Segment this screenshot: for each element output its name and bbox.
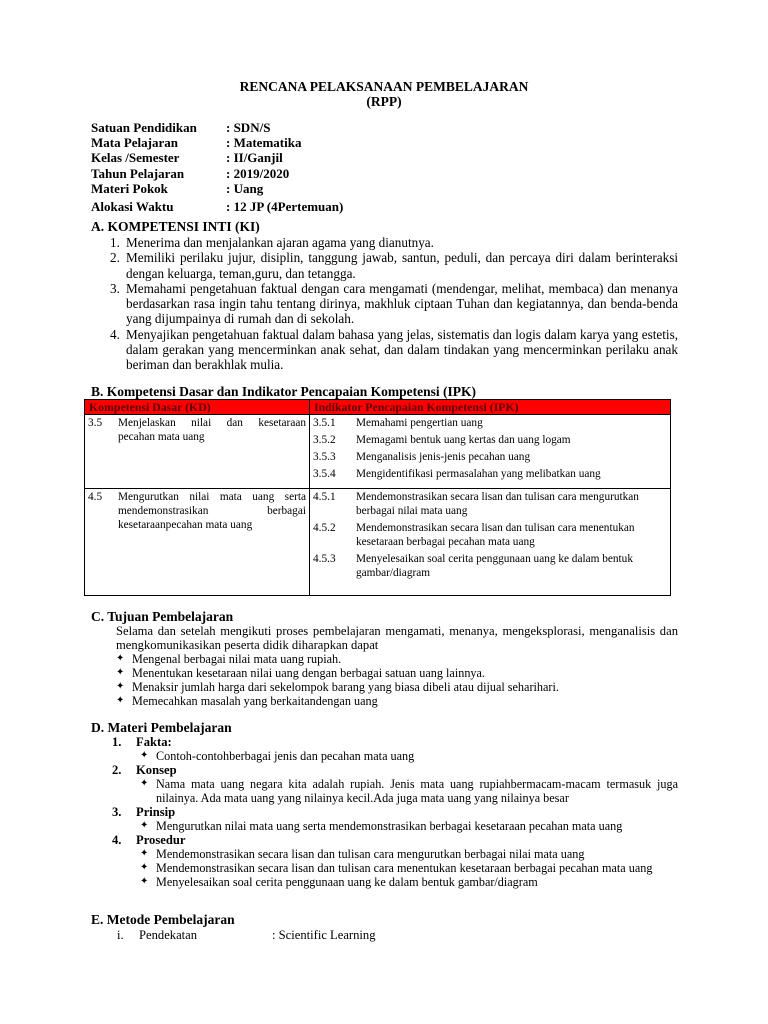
bullet-icon: ✦ [140,778,149,789]
list-item: 3. Memahami pengetahuan faktual dengan cara mengamati (mendengar, melihat, membaca) dan menanya berdasarkan rasa ingin tahu tentang dirinya, makhluk ciptaan Tuhan dan kegiatannya, dan benda-benda yang dijumpainya di rumah dan di sekolah. [110,280,678,327]
section-e-heading: E. Metode Pembelajaran [91,912,235,927]
list-item: ✦ Mendemonstrasikan secara lisan dan tulisan cara mengurutkan berbagai nilai mata uang [140,847,585,861]
list-item: ✦ Menaksir jumlah harga dari sekelompok barang yang biasa dibeli atau dijual seharihari. [116,680,559,694]
section-e-body [117,928,376,942]
bullet-icon: ✦ [116,667,125,678]
kd-cell: 4.5 Mengurutkan nilai mata uang serta mendemonstrasikan berbagai kesetaraanpecahan mata uang [88,491,306,531]
sub-heading: 4. Prosedur [112,833,186,847]
identity-row: Kelas /Semester : II/Ganjil [91,150,283,166]
section-c-intro: Selama dan setelah mengikuti proses pembelajaran mengamati, menanya, mengeksplorasi, menganalisis dan mengkomunikasikan peserta didik diharapkan dapat [116,624,678,652]
ipk-item: 3.5.4 Mengidentifikasi permasalahan yang melibatkan uang [313,468,601,480]
bullet-icon: ✦ [140,750,149,761]
list-item: 1. Menerima dan menjalankan ajaran agama yang dianutnya. [110,235,434,250]
list-item: 2. Memiliki perilaku jujur, disiplin, tanggung jawab, santun, peduli, dan percaya diri dalam berinteraksi dengan keluarga, teman,guru, dan tetangga. [110,250,678,281]
bullet-icon: ✦ [116,653,125,664]
section-d-body [112,735,678,889]
ipk-item: 3.5.3 Menganalisis jenis-jenis pecahan uang [313,451,531,463]
column-header-kd: Kompetensi Dasar (KD) [85,400,310,415]
list-item: ✦ Mendemonstrasikan secara lisan dan tulisan cara menentukan kesetaraan berbagai pecahan mata uang [140,861,653,875]
table-row [85,489,671,596]
sub-heading: 1. Fakta: [112,735,172,749]
ipk-item: 4.5.1 Mendemonstrasikan secara lisan dan tulisan cara mengurutkan berbagai nilai mata uang [313,491,639,517]
kd-cell: 3.5 Menjelaskan nilai dan kesetaraan pecahan mata uang [88,417,306,443]
table-row [85,415,671,489]
section-b-heading: B. Kompetensi Dasar dan Indikator Pencapaian Kompetensi (IPK) [91,384,477,399]
bullet-icon: ✦ [116,695,125,706]
list-item: ✦ Nama mata uang negara kita adalah rupiah. Jenis mata uang rupiahbermacam-macam termasuk juga nilainya. Ada mata uang yang nilainya kecil.Ada juga mata uang yang nilainya besar [140,777,678,805]
bullet-icon: ✦ [140,862,149,873]
ipk-item: 4.5.2 Mendemonstrasikan secara lisan dan tulisan cara menentukan kesetaraan berbagai pecahan mata uang [313,522,635,548]
document-title: RENCANA PELAKSANAAN PEMBELAJARAN [239,79,529,94]
bullet-icon: ✦ [140,876,149,887]
section-c-heading: C. Tujuan Pembelajaran [91,609,234,624]
identity-block [91,120,343,214]
list-item: ✦ Menyelesaikan soal cerita penggunaan uang ke dalam bentuk gambar/diagram [140,875,538,889]
sub-heading: 2. Konsep [112,763,177,777]
ipk-item: 3.5.2 Memagami bentuk uang kertas dan uang logam [313,434,571,446]
list-item: ✦ Mengurutkan nilai mata uang serta mendemonstrasikan berbagai kesetaraan pecahan mata uang [140,819,623,833]
bullet-icon: ✦ [140,848,149,859]
list-item: ✦ Mengenal berbagai nilai mata uang rupiah. [116,652,342,666]
list-item: ✦ Contoh-contohberbagai jenis dan pecahan mata uang [140,749,415,763]
identity-row: Tahun Pelajaran : 2019/2020 [91,165,290,181]
bullet-icon: ✦ [116,681,125,692]
sub-heading: 3. Prinsip [112,805,176,819]
bullet-icon: ✦ [140,820,149,831]
ipk-item: 4.5.3 Menyelesaikan soal cerita penggunaan uang ke dalam bentuk gambar/diagram [313,553,633,579]
kd-ipk-table [84,399,671,596]
section-a-heading: A. KOMPETENSI INTI (KI) [91,219,260,234]
list-item: i. Pendekatan : Scientific Learning [117,928,376,942]
document-subtitle: (RPP) [366,94,402,109]
identity-row: Alokasi Waktu : 12 JP (4Pertemuan) [91,199,344,215]
identity-row: Satuan Pendidikan : SDN/S [91,120,271,135]
list-item: ✦ Menentukan kesetaraan nilai uang dengan berbagai satuan uang lainnya. [116,666,485,680]
ipk-item: 3.5.1 Memahami pengertian uang [313,417,483,429]
section-a-list [110,235,678,373]
identity-row: Mata Pelajaran : Matematika [91,135,302,151]
section-d-heading: D. Materi Pembelajaran [91,720,232,735]
column-header-ipk: Indikator Pencapaian Kompetensi (IPK) [310,400,671,415]
section-c-body [116,624,678,708]
list-item: ✦ Memecahkan masalah yang berkaitandengan uang [116,694,378,708]
list-item: 4. Menyajikan pengetahuan faktual dalam bahasa yang jelas, sistematis dan logis dalam karya yang estetis, dalam gerakan yang mencerminkan anak sehat, dan dalam tindakan yang mencerminkan perilaku anak beriman dan berakhlak mulia. [110,326,678,373]
identity-row: Materi Pokok : Uang [91,180,264,196]
